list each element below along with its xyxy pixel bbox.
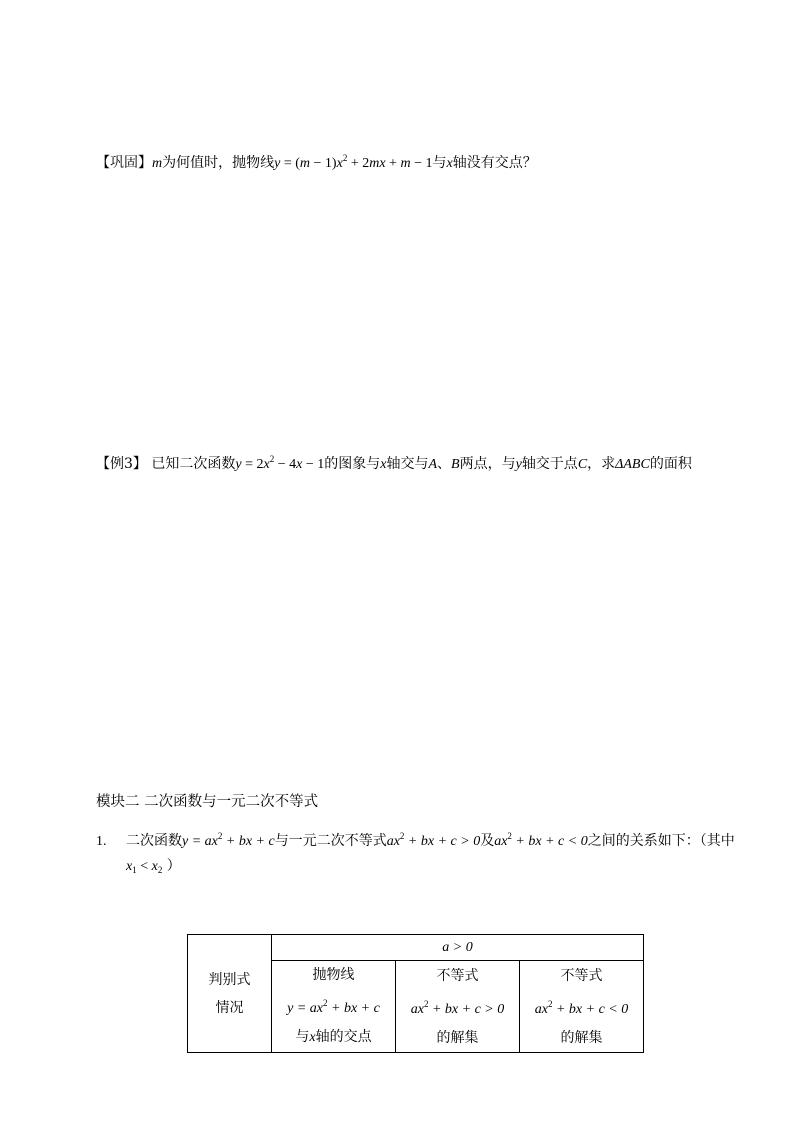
equation-part: x [296, 457, 303, 472]
equation-part: = ( [280, 156, 300, 171]
item-text: 二次函数 [126, 833, 182, 849]
column-line: 不等式 [436, 967, 479, 984]
item-text: 之间的关系如下：（其中 [587, 833, 735, 849]
subscript: 2 [157, 865, 163, 875]
equation-part: x [336, 156, 343, 171]
example-text: 轴交于点 [521, 456, 578, 472]
equation-exponent: 2 [342, 153, 348, 163]
formula-part: ax [534, 1001, 548, 1017]
triangle-abc: ΔABC [615, 457, 650, 472]
example-tag: 【例3】 [96, 456, 147, 472]
example-text: 的图象与 [324, 456, 381, 472]
item-number: 1. [96, 834, 107, 849]
item-text: 与一元二次不等式 [274, 833, 387, 849]
example-text: 轴交与 [386, 456, 429, 472]
formula-exponent: 2 [399, 831, 405, 841]
less-than: < [136, 859, 152, 874]
axis-x: x [380, 457, 387, 472]
a-positive-header: a > 0 [272, 935, 644, 961]
condition-x2: x [151, 859, 158, 874]
example-text: 两点，与 [459, 456, 516, 472]
example-text: ，求 [587, 456, 616, 472]
equation-part: = 2 [241, 457, 264, 472]
formula-inequality-lt: + bx + c < 0 [511, 834, 588, 849]
formula-part: y = ax [287, 1001, 324, 1016]
formula-part: + bx + c < 0 [552, 1001, 629, 1017]
column-line: 的解集 [436, 1029, 479, 1046]
exercise-text: 与 [432, 155, 447, 171]
separator: 、 [437, 456, 452, 472]
point-b: B [451, 457, 460, 472]
equation-part: m [299, 156, 311, 171]
item-text: 及 [480, 833, 495, 849]
table-header-row [188, 935, 644, 961]
equation-y: y [274, 156, 281, 171]
item-1 [96, 826, 735, 852]
item-1-condition [126, 856, 181, 880]
exercise-text: 轴没有交点？ [452, 155, 537, 171]
equation-part: − 1) [310, 156, 337, 171]
formula-quadratic: y = ax [182, 834, 218, 849]
formula-part: + bx + c [327, 1001, 380, 1016]
column-line: 抛物线 [312, 967, 355, 983]
header-line: 情况 [215, 999, 244, 1016]
axis-x: x [446, 156, 453, 171]
point-a: A [428, 457, 438, 472]
formula-inequality-gt: + bx + c > 0 [404, 834, 481, 849]
formula-part: ax [410, 1001, 424, 1017]
column-text: 与 [295, 1029, 310, 1045]
equation-part: x [263, 457, 270, 472]
condition-x1: x [126, 859, 133, 874]
formula-exponent: 2 [507, 831, 512, 841]
axis-x: x [309, 1030, 316, 1045]
formula-exponent: 2 [323, 998, 328, 1008]
equation-part: − 1 [410, 156, 433, 171]
subscript: 1 [132, 865, 137, 875]
column-formula [272, 989, 395, 1023]
module-title: 模块二 二次函数与一元二次不等式 [96, 794, 319, 810]
closing-paren: ） [162, 858, 181, 874]
inequality-gt-column [396, 961, 520, 1053]
var-m: m [152, 156, 163, 171]
formula-exponent: 2 [423, 998, 429, 1009]
equation-part: − 1 [302, 457, 325, 472]
formula-inequality-gt: ax [386, 834, 400, 849]
header-line: 判别式 [208, 971, 251, 988]
example-text: 已知二次函数 [146, 456, 236, 472]
axis-y: y [515, 457, 522, 472]
formula-exponent: 2 [547, 998, 553, 1009]
column-text: 轴的交点 [315, 1029, 372, 1045]
equation-y: y [235, 457, 242, 472]
exercise-tag: 【巩固】 [96, 155, 152, 171]
equation-part: + 2 [347, 156, 370, 171]
equation-part: m [400, 156, 411, 171]
formula-quadratic: + bx + c [222, 834, 275, 849]
column-line: 的解集 [560, 1029, 603, 1046]
equation-part: − 4 [274, 457, 297, 472]
exercise-text: 为何值时，抛物线 [162, 155, 275, 171]
column-line: 不等式 [560, 967, 603, 984]
point-c: C [577, 457, 588, 472]
equation-exponent: 2 [269, 454, 275, 464]
column-formula [396, 990, 519, 1024]
column-line [272, 1023, 395, 1052]
formula-inequality-lt: ax [494, 834, 508, 849]
inequality-lt-column [520, 961, 644, 1053]
equation-part: + [385, 156, 401, 171]
formula-part: + bx + c > 0 [428, 1001, 505, 1017]
formula-exponent: 2 [217, 831, 223, 841]
example-text: 的面积 [649, 456, 692, 472]
exercise-consolidate [96, 148, 537, 174]
equation-part: mx [369, 156, 386, 171]
discriminant-header [188, 935, 272, 1053]
parabola-column [272, 961, 396, 1053]
example-3 [96, 449, 692, 475]
column-formula [520, 990, 643, 1024]
relation-table [187, 934, 644, 1053]
